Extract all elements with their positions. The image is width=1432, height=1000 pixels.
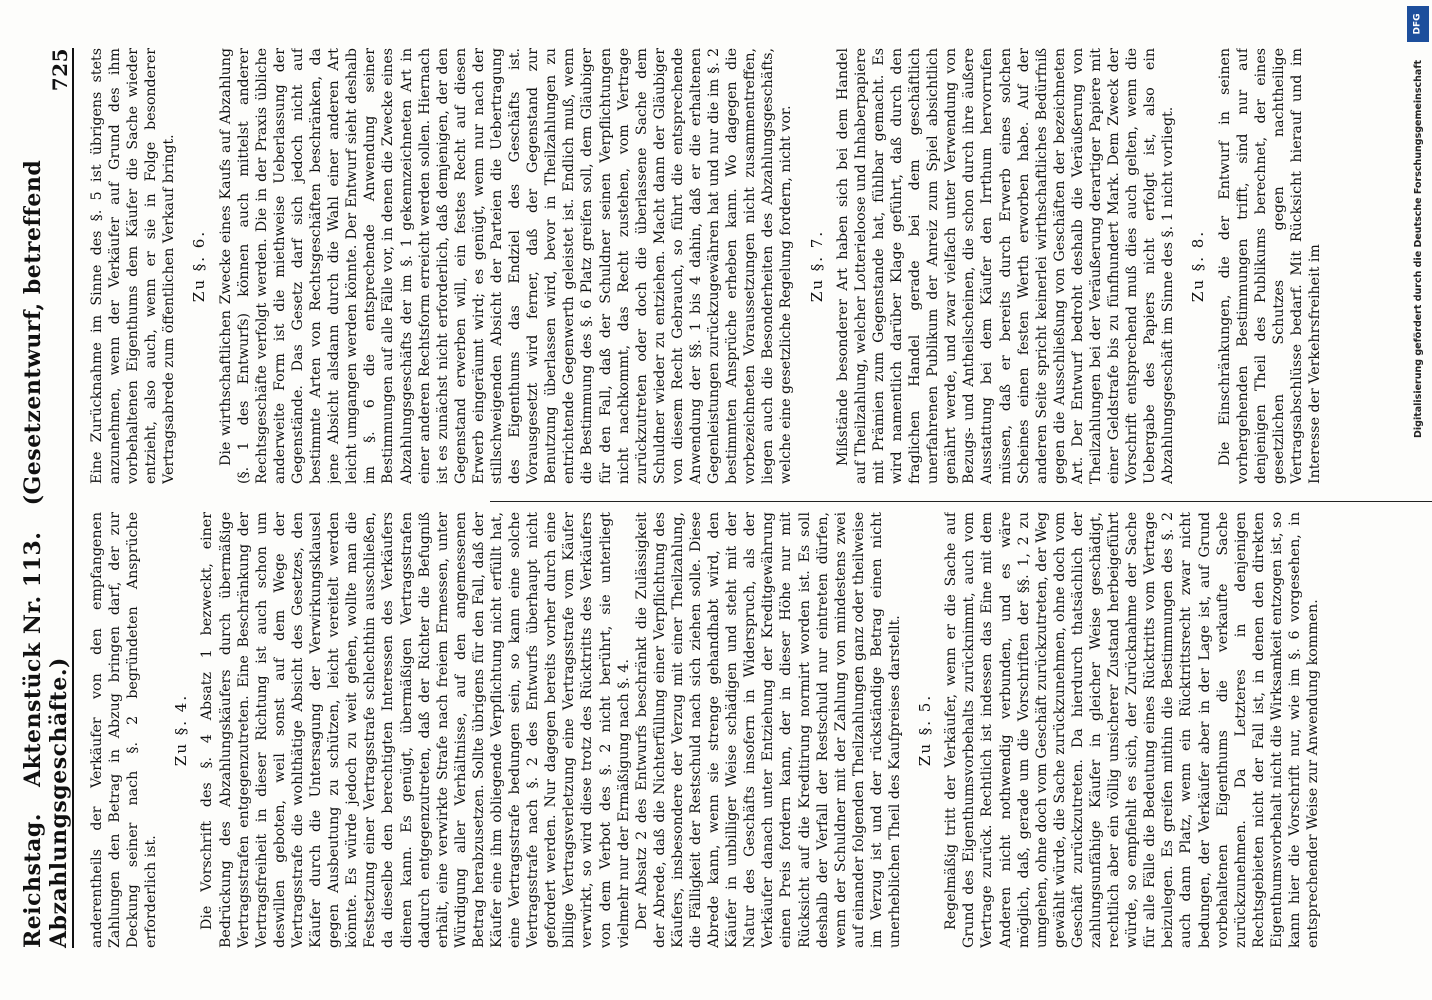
section-5-paragraph-1: Regelmäßig tritt der Verkäufer, wenn er die Sache auf Grund des Eigenthumsvorbehalts zurücknimmt, auch vom Vertrage zurück. Rechtlich ist indessen das Eine mit dem Anderen nicht nothwendig verbunden, und es wäre möglich, daß, gerade um die Vorschriften der §§. 1, 2 zu umgehen, ohne doch vom Geschäft zurückzutreten, der Weg gewählt würde, die Sache zurückzunehmen, ohne doch vom Geschäft zurückzutreten. Da hierdurch thatsächlich der zahlungsunfähige Käufer in gleicher Weise geschädigt, rechtlich aber ein völlig unsicherer Zustand herbeigeführt würde, so empfiehlt es sich, der Zurücknahme der Sache für alle Fälle die Bedeutung eines Rücktritts vom Vertrage beizulegen. Es greifen mithin die Bestimmungen des §. 2 auch dann Platz, wenn ein Rücktrittsrecht zwar nicht bedungen, der Verkäufer aber in der Lage ist, auf Grund vorbehaltenen Eigenthums die verkaufte Sache zurückzunehmen. Da Letzteres in denjenigen Rechtsgebieten nicht der Fall ist, in denen den direkten Eigenthumsvorbehalt nicht die Wirksamkeit entzogen ist, so kann hier die Vorschrift nur, wie im §. 6 vorgesehen, in entsprechender Weise zur Anwendung kommen.	[943, 512, 1322, 948]
dfg-logo-text: DFG	[1412, 13, 1423, 35]
section-8-heading: Zu §. 8.	[1189, 229, 1208, 303]
section-6-paragraph-1: Die wirthschaftlichen Zwecke eines Kaufs auf Abzahlung (§. 1 des Entwurfs) können auch mittelst anderer Rechtsgeschäfte verfolgt werden. Die in der Praxis übliche anderweite Form ist die miethweise Ueberlassung der Gegenstände. Das Gesetz darf sich jedoch nicht auf bestimmte Arten von Rechtsgeschäften beschränken, da jene Absicht alsdann durch die Wahl einer anderen Art leicht umgangen werden könnte. Der Entwurf sieht deshalb im §. 6 die entsprechende Anwendung seiner Bestimmungen auf alle Fälle vor, in denen die Zwecke eines Abzahlungsgeschäfts der im §. 1 gekennzeichneten Art in einer anderen Rechtsform erreicht werden sollen. Hiernach ist es zunächst nicht erforderlich, daß demjenigen, der den Gegenstand erwerben will, ein festes Recht auf diesen Erwerb eingeräumt wird; es genügt, wenn nur nach der stillschweigenden Absicht der Parteien die Uebertragung des Eigenthums das Endziel des Geschäfts ist. Vorausgesetzt wird ferner, daß der Gegenstand zur Benutzung überlassen wird, bevor in Theilzahlungen zu entrichtende Gegenwerth geleistet ist. Endlich muß, wenn die Bestimmung des §. 6 Platz greifen soll, dem Gläubiger für den Fall, daß der Schuldner seinen Verpflichtungen nicht nachkommt, das Recht zustehen, vom Vertrage zurückzutreten oder doch die überlassene Sache dem Schuldner wieder zu entziehen. Macht dann der Gläubiger von diesem Recht Gebrauch, so führt die entsprechende Anwendung der §§. 1 bis 4 dahin, daß er die erhaltenen Gegenleistungen zurückzugewähren hat und nur die im §. 2 bestimmten Ansprüche erheben kann. Wo dagegen die vorbezeichneten Voraussetzungen nicht zusammentreffen, liegen auch die Besonderheiten des Abzahlungsgeschäfts, welche eine gesetzliche Regelung fordern, nicht vor.	[217, 48, 795, 484]
page-header	[20, 48, 74, 948]
header-reichstag: Reichstag.	[20, 813, 46, 948]
section-4-heading: Zu §. 4.	[172, 693, 191, 767]
digitization-credit-text: Digitalisierung gefördert durch die Deutsche Forschungsgemeinschaft	[1413, 60, 1424, 438]
right-intro-paragraph: Eine Zurücknahme im Sinne des §. 5 ist übrigens stets anzunehmen, wenn der Verkäufer auf Grund des ihm vorbehaltenen Eigenthums dem Käufer die Sache wieder entzieht, also auch, wenn er sie in Folge besonderer Vertragsabrede zum öffentlichen Verkauf bringt.	[89, 48, 178, 484]
header-document-number: Aktenstück Nr. 113.	[20, 531, 46, 787]
page-number: 725	[48, 48, 72, 92]
left-column	[88, 512, 1322, 948]
running-title	[20, 91, 72, 948]
section-7-paragraph-1: Mißstände besonderer Art haben sich bei dem Handel auf Theilzahlung, welcher Lotterieloose und Inhaberpapiere mit Prämien zum Gegenstande hat, fühlbar gemacht. Es wird namentlich darüber Klage geführt, daß durch den fraglichen Handel gerade bei dem geschäftlich unerfahrenen Publikum der Anreiz zum Spiel absichtlich genährt werde, und zwar vielfach unter Verwendung von Bezugs- und Antheilscheinen, die schon durch ihre äußere Ausstattung bei dem Käufer den Irrthum hervorrufen müssen, daß er bereits durch Erwerb eines solchen Scheines einen festen Werth erworben habe. Auf der anderen Seite spricht keinerlei wirthschaftliches Bedürfniß gegen die Ausschließung von Geschäften der bezeichneten Art. Der Entwurf bedroht deshalb die Veräußerung von Theilzahlungen bei der Veräußerung derartiger Papiere mit einer Geldstrafe bis zu fünfhundert Mark. Dem Zweck der Vorschrift entsprechend muß dies auch gelten, wenn die Uebergabe des Papiers nicht erfolgt ist, also ein Abzahlungsgeschäft im Sinne des §. 1 nicht vorliegt.	[834, 48, 1177, 484]
section-5-heading: Zu §. 5.	[916, 693, 935, 767]
dfg-logo	[1407, 6, 1429, 42]
right-column	[88, 48, 1324, 484]
left-intro-paragraph: anderentheils der Verkäufer von den empfangenen Zahlungen den Betrag in Abzug bringen darf, der zur Deckung seiner nach §. 2 begründeten Ansprüche erforderlich ist.	[89, 512, 160, 948]
section-6-heading: Zu §. 6.	[190, 229, 209, 303]
column-divider	[490, 501, 1432, 502]
section-7-heading: Zu §. 7.	[807, 229, 826, 303]
section-4-paragraph-2: Der Absatz 2 des Entwurfs beschränkt die Zulässigkeit der Abrede, daß die Nichterfüllung einer Verpflichtung des Käufers, insbesondere der Verzug mit einer Theilzahlung, die Fälligkeit der Restschuld nach sich ziehen solle. Diese Abrede kann, wenn sie strenge gehandhabt wird, den Käufer in unbilliger Weise schädigen und steht mit der Natur des Geschäfts insofern in Widerspruch, als der Verkäufer danach unter Entziehung der Kreditgewährung einen Preis fordern kann, der in dieser Höhe nur mit Rücksicht auf die Kreditirung normirt worden ist. Es soll deshalb der Verfall der Restschuld nur eintreten dürfen, wenn der Schuldner mit der Zahlung von mindestens zwei auf einander folgenden Theilzahlungen ganz oder theilweise im Verzug ist und der rückständige Betrag einen nicht unerheblichen Theil des Kaufpreises darstellt.	[633, 512, 904, 948]
digitization-credit	[1405, 0, 1432, 1000]
section-8-paragraph-1: Die Einschränkungen, die der Entwurf in seinen vorhergehenden Bestimmungen trifft, sind nur auf denjenigen Theil des Publikums berechnet, der eines gesetzlichen Schutzes gegen nachtheilige Vertragsabschlüsse bedarf. Mit Rücksicht hierauf und im Interesse der Verkehrsfreiheit im	[1216, 48, 1323, 484]
section-4-paragraph-1: Die Vorschrift des §. 4 Absatz 1 bezweckt, einer Bedrückung des Abzahlungskäufers durch übermäßige Vertragsstrafen entgegenzutreten. Eine Beschränkung der Vertragsfreiheit in dieser Richtung ist auch schon um deswillen geboten, weil sonst auf dem Wege der Vertragsstrafe die wohlthätige Absicht des Gesetzes, den Käufer durch die Untersagung der Verwirkungsklausel gegen Ausbeutung zu schützen, leicht vereitelt werden könnte. Es würde jedoch zu weit gehen, wollte man die Festsetzung einer Vertragsstrafe schlechthin ausschließen, da dieselbe den berechtigten Interessen des Verkäufers dienen kann. Es genügt, übermäßigen Vertragsstrafen dadurch entgegenzutreten, daß der Richter die Befugniß erhält, eine verwirkte Strafe nach freiem Ermessen, unter Würdigung aller Verhältnisse, auf den angemessenen Betrag herabzusetzen. Sollte übrigens für den Fall, daß der Käufer eine ihm obliegende Verpflichtung nicht erfüllt hat, eine Vertragsstrafe bedungen sein, so kann eine solche Vertragsstrafe nach §. 2 des Entwurfs überhaupt nicht gefordert werden. Nur dagegen bereits vorher durch eine billige Vertragsverletzung eine Vertragsstrafe vom Käufer verwirkt, so wird diese trotz des Rücktritts des Verkäufers von dem Verbot des §. 2 nicht berührt, sie unterliegt vielmehr nur der Ermäßigung nach §. 4.	[199, 512, 632, 948]
header-bill-title: (Gesetzentwurf, betreffend Abzahlungsgeschäfte.)	[20, 159, 72, 948]
